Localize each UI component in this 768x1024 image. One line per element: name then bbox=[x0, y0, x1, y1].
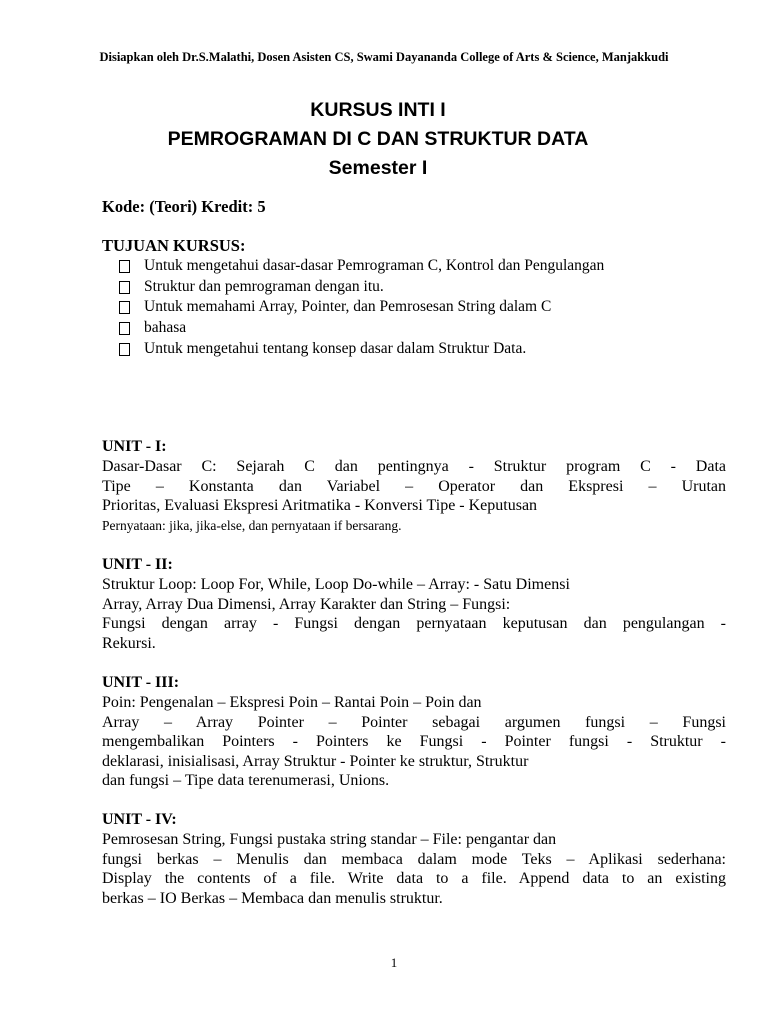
objective-text: Untuk memahami Array, Pointer, dan Pemrosesan String dalam C bbox=[144, 298, 552, 316]
empty-box-bullet-icon bbox=[119, 281, 130, 294]
objective-item bbox=[102, 339, 722, 360]
course-objectives-section bbox=[102, 236, 722, 360]
empty-box-bullet-icon bbox=[119, 301, 130, 314]
unit-1-title: UNIT - I: bbox=[102, 438, 167, 455]
objective-text: Untuk mengetahui dasar-dasar Pemrograman C, Kontrol dan Pengulangan bbox=[144, 257, 605, 274]
empty-box-bullet-icon bbox=[119, 322, 130, 335]
unit-4-section bbox=[102, 810, 726, 908]
course-title-line-1: KURSUS INTI I bbox=[310, 99, 446, 121]
unit-3-line: deklarasi, inisialisasi, Array Struktur - Pointer ke struktur, Struktur bbox=[102, 752, 529, 770]
unit-4-line: Pemrosesan String, Fungsi pustaka string standar – File: pengantar dan bbox=[102, 831, 557, 848]
unit-4-line: berkas – IO Berkas – Membaca dan menulis struktur. bbox=[102, 889, 443, 907]
empty-box-bullet-icon bbox=[119, 343, 130, 356]
unit-4-line: fungsi berkas – Menulis dan membaca dalam mode Teks – Aplikasi sederhana: bbox=[102, 850, 726, 868]
objectives-list bbox=[102, 256, 722, 360]
unit-2-section bbox=[102, 555, 726, 653]
unit-2-line: Fungsi dengan array - Fungsi dengan pernyataan keputusan dan pengulangan - bbox=[102, 615, 726, 633]
course-title-block bbox=[100, 96, 656, 183]
course-code-credits: Kode: (Teori) Kredit: 5 bbox=[102, 197, 266, 216]
unit-3-section bbox=[102, 673, 726, 791]
course-title-line-2: PEMROGRAMAN DI C DAN STRUKTUR DATA bbox=[167, 128, 589, 150]
document-header: Disiapkan oleh Dr.S.Malathi, Dosen Asisten CS, Swami Dayananda College of Arts & Science, Manjakkudi bbox=[99, 50, 669, 64]
objective-text: Untuk mengetahui tentang konsep dasar dalam Struktur Data. bbox=[144, 339, 527, 357]
objective-text: Struktur dan pemrograman dengan itu. bbox=[144, 277, 384, 295]
unit-1-line: Tipe – Konstanta dan Variabel – Operator dan Ekspresi – Urutan bbox=[102, 477, 726, 495]
unit-1-line: Prioritas, Evaluasi Ekspresi Aritmatika - Konversi Tipe - Keputusan bbox=[102, 497, 538, 515]
objective-item bbox=[102, 318, 722, 339]
unit-3-line: dan fungsi – Tipe data terenumerasi, Unions. bbox=[102, 772, 390, 790]
unit-1-line: Dasar-Dasar C: Sejarah C dan pentingnya - Struktur program C - Data bbox=[102, 458, 726, 475]
unit-4-line: Display the contents of a file. Write data to a file. Append data to an existing bbox=[102, 870, 726, 888]
page-number: 1 bbox=[390, 955, 398, 970]
objective-item bbox=[102, 256, 722, 277]
objective-item bbox=[102, 277, 722, 298]
unit-2-title: UNIT - II: bbox=[102, 556, 173, 573]
empty-box-bullet-icon bbox=[119, 260, 130, 273]
objectives-heading: TUJUAN KURSUS: bbox=[102, 236, 246, 255]
unit-3-line: Array – Array Pointer – Pointer sebagai argumen fungsi – Fungsi bbox=[102, 713, 726, 731]
unit-2-line: Struktur Loop: Loop For, While, Loop Do-while – Array: - Satu Dimensi bbox=[102, 576, 570, 593]
unit-1-section bbox=[102, 437, 726, 535]
unit-3-title: UNIT - III: bbox=[102, 674, 180, 691]
unit-2-line: Rekursi. bbox=[102, 634, 156, 652]
unit-1-line: Pernyataan: jika, jika-else, dan pernyataan if bersarang. bbox=[102, 517, 402, 533]
objective-item bbox=[102, 297, 722, 318]
objective-text: bahasa bbox=[144, 319, 187, 337]
unit-2-line: Array, Array Dua Dimensi, Array Karakter dan String – Fungsi: bbox=[102, 595, 511, 613]
unit-3-line: mengembalikan Pointers - Pointers ke Fungsi - Pointer fungsi - Struktur - bbox=[102, 733, 726, 751]
unit-3-line: Poin: Pengenalan – Ekspresi Poin – Rantai Poin – Poin dan bbox=[102, 694, 482, 711]
unit-4-title: UNIT - IV: bbox=[102, 811, 177, 828]
course-title-line-3: Semester I bbox=[328, 157, 428, 179]
